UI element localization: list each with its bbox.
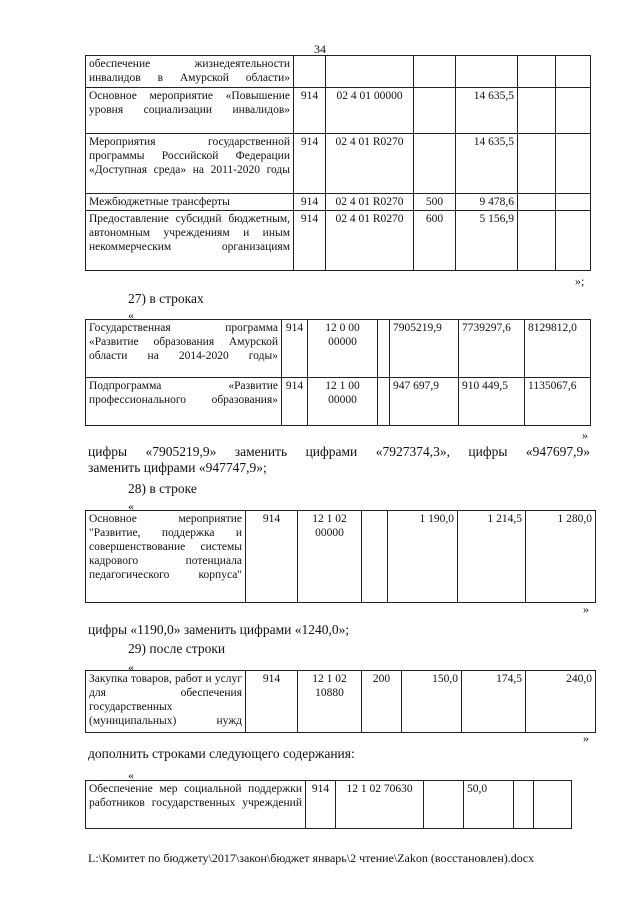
close-quote-3: » [583,602,589,616]
row-name: Закупка товаров, работ и услуг для обеспечения государственных (муниципальных) нужд [86,671,246,733]
row-name: Предоставление субсидий бюджетным, автономным учреждениям и иным некоммерческим организациям [86,211,294,271]
budget-table-2 [85,319,591,426]
item-27-text: цифры «7905219,9» заменить цифрами «7927374,3», цифры «947697,9» заменить цифрами «947747,9»; [88,444,590,475]
open-quote-29: « [128,660,134,674]
close-quote-4: » [583,731,589,745]
close-quote-1: »; [575,274,585,288]
table-row: Основное мероприятие "Развитие, поддержка и совершенствование системы кадрового потенциала педагогического корпуса" 914 12 1 02 00000 1 190,0 1 214,5 1 280,0 [86,511,596,603]
close-quote-2: » [582,428,588,442]
row-name: Основное мероприятие "Развитие, поддержка и совершенствование системы кадрового потенциала педагогического корпуса" [86,511,246,603]
item-29-text: дополнить строками следующего содержания: [88,746,355,761]
open-quote-28: « [128,499,134,513]
table-row: Закупка товаров, работ и услуг для обеспечения государственных (муниципальных) нужд 914 12 1 02 10880 200 150,0 174,5 240,0 [86,671,596,733]
page-number: 34 [314,42,326,56]
table-row: Основное мероприятие «Повышение уровня социализации инвалидов» 914 02 4 01 00000 14 635,5 [86,88,591,134]
item-29-heading: 29) после строки [128,641,226,656]
table-row [86,56,591,88]
open-quote-last: « [128,768,134,782]
row-name: Мероприятия государственной программы Российской Федерации «Доступная среда» на 2011-2020 годы [86,134,294,194]
row-name: Основное мероприятие «Повышение уровня социализации инвалидов» [86,88,294,134]
budget-table-3 [85,510,596,603]
item-28-text: цифры «1190,0» заменить цифрами «1240,0»; [88,622,350,637]
table-row: Обеспечение мер социальной поддержки работников государственных учреждений 914 12 1 02 70630 50,0 [86,781,572,829]
table-row: Мероприятия государственной программы Российской Федерации «Доступная среда» на 2011-2020 годы 914 02 4 01 R0270 14 635,5 [86,134,591,194]
open-quote-27: « [128,308,134,322]
table-row: Государственная программа «Развитие образования Амурской области на 2014-2020 годы» 914 12 0 00 00000 7905219,9 7739297,6 8129812,0 [86,320,591,378]
budget-table-5 [85,780,572,829]
budget-table-4 [85,670,596,733]
table-row: Подпрограмма «Развитие профессионального образования» 914 12 1 00 00000 947 697,9 910 449,5 1135067,6 [86,378,591,426]
row-name: Обеспечение мер социальной поддержки работников государственных учреждений [86,781,306,829]
row-name: Государственная программа «Развитие образования Амурской области на 2014-2020 годы» [86,320,282,378]
row-name: Подпрограмма «Развитие профессионального образования» [86,378,282,426]
table-row: Предоставление субсидий бюджетным, автономным учреждениям и иным некоммерческим организациям 914 02 4 01 R0270 600 5 156,9 [86,211,591,271]
item-28-heading: 28) в строке [128,481,197,496]
budget-table-1 [85,55,591,271]
table-row: Межбюджетные трансферты 914 02 4 01 R0270 500 9 478,6 [86,194,591,211]
item-27-heading: 27) в строках [128,291,204,306]
row-name: Межбюджетные трансферты [86,194,294,211]
row-name: обеспечение жизнедеятельности инвалидов в Амурской области» [86,56,294,88]
footer-file-path: L:\Комитет по бюджету\2017\закон\бюджет январь\2 чтение\Zakon (восстановлен).docx [88,851,535,865]
